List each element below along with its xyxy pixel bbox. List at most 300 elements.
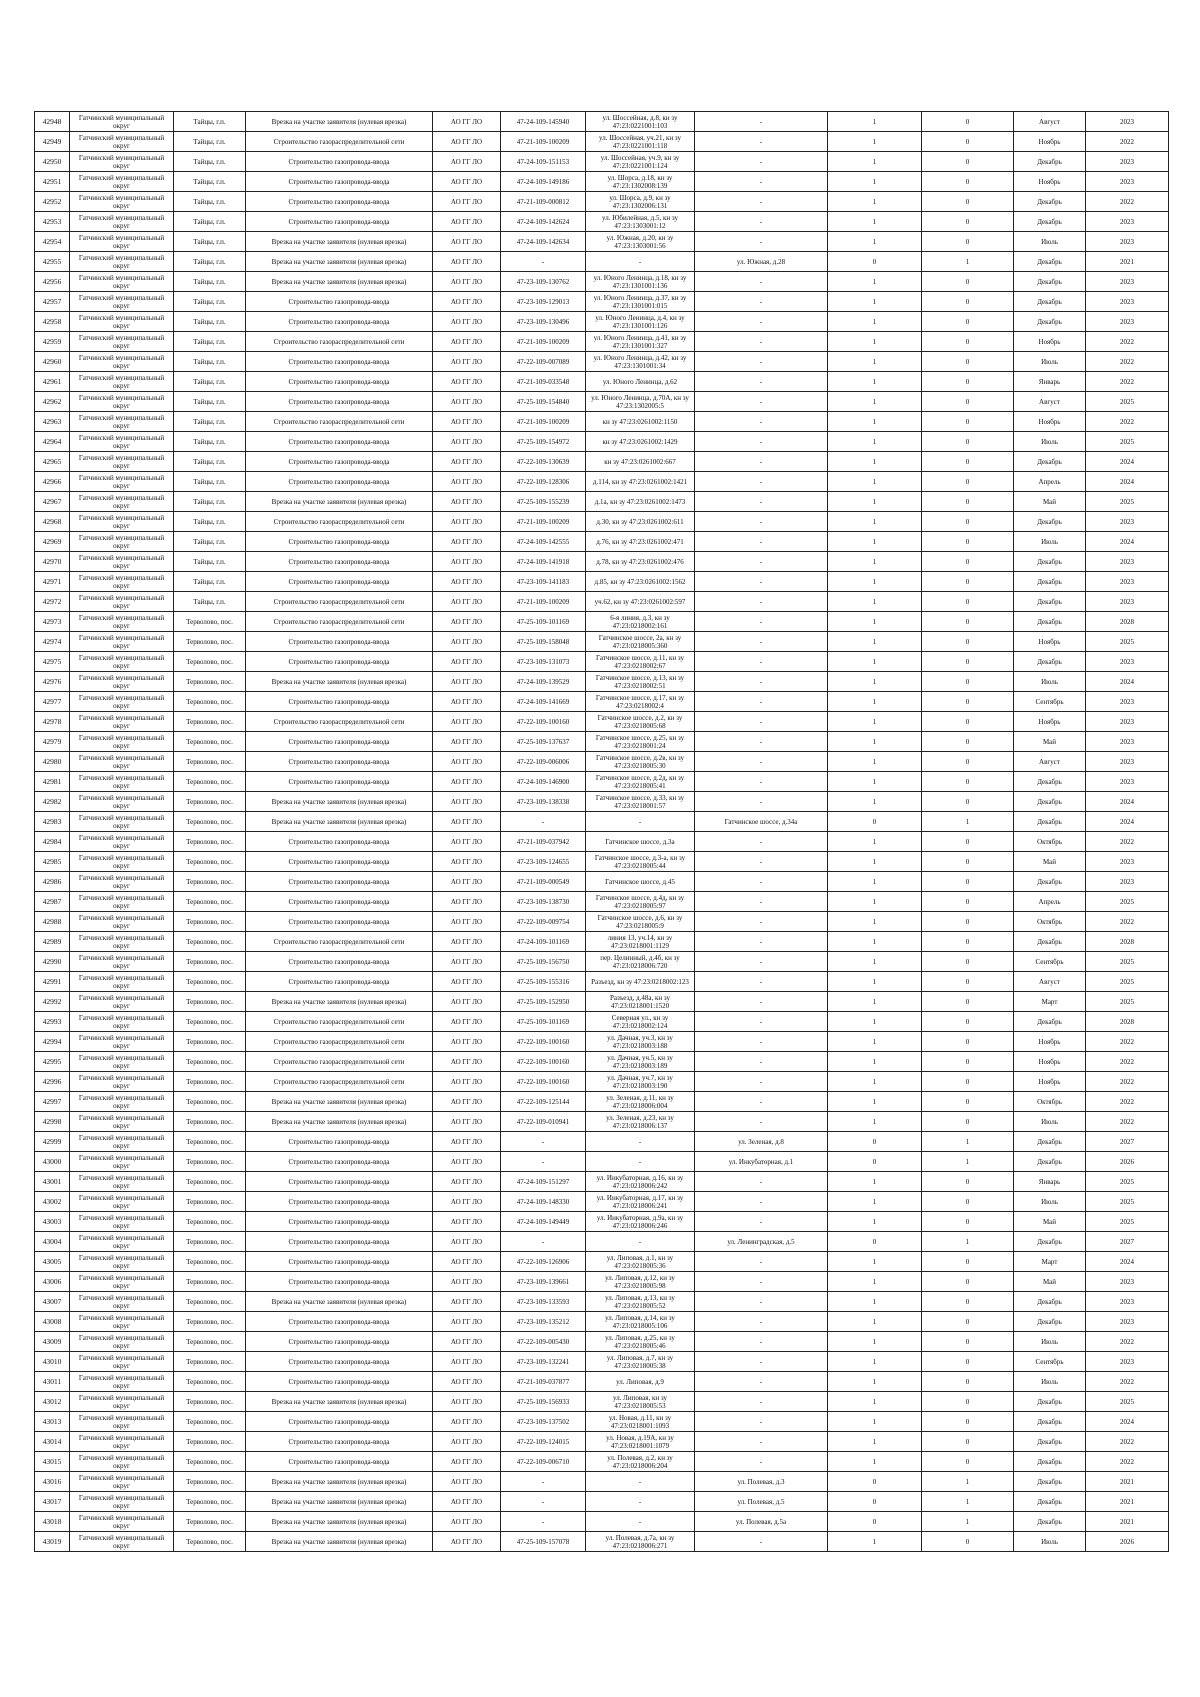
contract-count-cell: 1 — [828, 512, 922, 532]
row-number: 43019 — [35, 1532, 70, 1552]
district-cell: Гатчинский муниципальный округ — [70, 1072, 174, 1092]
contract-count-cell: 1 — [828, 292, 922, 312]
district-cell: Гатчинский муниципальный округ — [70, 432, 174, 452]
contract-number-cell: 47-21-109-000812 — [501, 192, 586, 212]
contract-count-cell: 1 — [828, 632, 922, 652]
plan-count-cell: 1 — [922, 1472, 1014, 1492]
contract-number-cell: 47-22-109-009754 — [501, 912, 586, 932]
row-number: 42985 — [35, 852, 70, 872]
year-cell: 2023 — [1086, 552, 1169, 572]
district-cell: Гатчинский муниципальный округ — [70, 452, 174, 472]
address-cadastral-cell: кн зу 47:23:0261002:1429 — [586, 432, 695, 452]
table-row — [35, 132, 1169, 152]
planned-address-cell: - — [695, 632, 828, 652]
district-cell: Гатчинский муниципальный округ — [70, 392, 174, 412]
work-type-cell: Врезка на участке заявителя (нулевая врезка) — [246, 1532, 433, 1552]
year-cell: 2023 — [1086, 652, 1169, 672]
plan-count-cell: 1 — [922, 1132, 1014, 1152]
year-cell: 2022 — [1086, 1032, 1169, 1052]
work-type-cell: Строительство газопровода-ввода — [246, 532, 433, 552]
month-cell: Ноябрь — [1014, 172, 1086, 192]
work-type-cell: Врезка на участке заявителя (нулевая врезка) — [246, 1112, 433, 1132]
organization-cell: АО ГГ ЛО — [433, 792, 501, 812]
planned-address-cell: - — [695, 852, 828, 872]
contract-number-cell: 47-25-109-154972 — [501, 432, 586, 452]
year-cell: 2023 — [1086, 732, 1169, 752]
row-number: 42976 — [35, 672, 70, 692]
plan-count-cell: 0 — [922, 1452, 1014, 1472]
row-number: 42977 — [35, 692, 70, 712]
table-body — [35, 112, 1169, 1552]
district-cell: Гатчинский муниципальный округ — [70, 312, 174, 332]
plan-count-cell: 0 — [922, 352, 1014, 372]
planned-address-cell: - — [695, 292, 828, 312]
work-type-cell: Строительство газопровода-ввода — [246, 432, 433, 452]
contract-count-cell: 1 — [828, 1532, 922, 1552]
settlement-cell: Терволово, пос. — [174, 872, 246, 892]
settlement-cell: Тайцы, г.п. — [174, 532, 246, 552]
year-cell: 2023 — [1086, 1352, 1169, 1372]
year-cell: 2025 — [1086, 1192, 1169, 1212]
contract-number-cell: 47-24-109-149186 — [501, 172, 586, 192]
planned-address-cell: - — [695, 532, 828, 552]
district-cell: Гатчинский муниципальный округ — [70, 1092, 174, 1112]
settlement-cell: Тайцы, г.п. — [174, 272, 246, 292]
table-row — [35, 1312, 1169, 1332]
contract-number-cell: - — [501, 1232, 586, 1252]
settlement-cell: Терволово, пос. — [174, 1052, 246, 1072]
district-cell: Гатчинский муниципальный округ — [70, 532, 174, 552]
month-cell: Декабрь — [1014, 812, 1086, 832]
month-cell: Ноябрь — [1014, 632, 1086, 652]
district-cell: Гатчинский муниципальный округ — [70, 272, 174, 292]
address-cadastral-cell: - — [586, 1132, 695, 1152]
address-cadastral-cell: ул. Юного Ленинца, д.4, кн зу 47:23:1301001:126 — [586, 312, 695, 332]
contract-count-cell: 0 — [828, 1472, 922, 1492]
contract-number-cell: 47-22-109-006710 — [501, 1452, 586, 1472]
address-cadastral-cell: ул. Липовая, д.14, кн зу 47:23:0218005:106 — [586, 1312, 695, 1332]
month-cell: Июль — [1014, 672, 1086, 692]
month-cell: Декабрь — [1014, 292, 1086, 312]
district-cell: Гатчинский муниципальный округ — [70, 1112, 174, 1132]
work-type-cell: Врезка на участке заявителя (нулевая врезка) — [246, 1492, 433, 1512]
contract-number-cell: 47-24-109-151153 — [501, 152, 586, 172]
month-cell: Ноябрь — [1014, 1072, 1086, 1092]
planned-address-cell: - — [695, 712, 828, 732]
year-cell: 2026 — [1086, 1152, 1169, 1172]
table-row — [35, 152, 1169, 172]
table-row — [35, 1052, 1169, 1072]
district-cell: Гатчинский муниципальный округ — [70, 1032, 174, 1052]
address-cadastral-cell: кн зу 47:23:0261002:667 — [586, 452, 695, 472]
district-cell: Гатчинский муниципальный округ — [70, 212, 174, 232]
planned-address-cell: - — [695, 772, 828, 792]
month-cell: Декабрь — [1014, 452, 1086, 472]
address-cadastral-cell: Гатчинское шоссе, д.33, кн зу 47:23:0218001:57 — [586, 792, 695, 812]
contract-number-cell: 47-23-109-132241 — [501, 1352, 586, 1372]
contract-number-cell: 47-23-109-137502 — [501, 1412, 586, 1432]
contract-count-cell: 1 — [828, 612, 922, 632]
district-cell: Гатчинский муниципальный округ — [70, 652, 174, 672]
contract-number-cell: 47-22-109-100160 — [501, 1052, 586, 1072]
settlement-cell: Терволово, пос. — [174, 912, 246, 932]
address-cadastral-cell: Гатчинское шоссе, д.2в, кн зу 47:23:0218005:30 — [586, 752, 695, 772]
year-cell: 2023 — [1086, 1272, 1169, 1292]
contract-count-cell: 1 — [828, 1052, 922, 1072]
address-cadastral-cell: ул. Шоссейная, уч.21, кн зу 47:23:0221001:118 — [586, 132, 695, 152]
planned-address-cell: - — [695, 1392, 828, 1412]
contract-number-cell: 47-22-109-007089 — [501, 352, 586, 372]
contract-number-cell: 47-22-109-005430 — [501, 1332, 586, 1352]
contract-number-cell: - — [501, 1512, 586, 1532]
settlement-cell: Тайцы, г.п. — [174, 312, 246, 332]
year-cell: 2023 — [1086, 772, 1169, 792]
contract-number-cell: 47-24-109-146900 — [501, 772, 586, 792]
table-row — [35, 1252, 1169, 1272]
address-cadastral-cell: ул. Новая, д.19А, кн зу 47:23:0218001:1079 — [586, 1432, 695, 1452]
settlement-cell: Терволово, пос. — [174, 1032, 246, 1052]
year-cell: 2027 — [1086, 1132, 1169, 1152]
address-cadastral-cell: линия 13, уч.14, кн зу 47:23:0218001:1129 — [586, 932, 695, 952]
year-cell: 2022 — [1086, 832, 1169, 852]
district-cell: Гатчинский муниципальный округ — [70, 752, 174, 772]
work-type-cell: Строительство газораспределительной сети — [246, 132, 433, 152]
row-number: 42995 — [35, 1052, 70, 1072]
settlement-cell: Терволово, пос. — [174, 692, 246, 712]
planned-address-cell: - — [695, 1092, 828, 1112]
year-cell: 2023 — [1086, 312, 1169, 332]
address-cadastral-cell: ул. Дачная, уч.7, кн зу 47:23:0218003:190 — [586, 1072, 695, 1092]
month-cell: Декабрь — [1014, 212, 1086, 232]
month-cell: Декабрь — [1014, 552, 1086, 572]
district-cell: Гатчинский муниципальный округ — [70, 232, 174, 252]
contract-count-cell: 1 — [828, 952, 922, 972]
contract-number-cell: 47-22-109-130639 — [501, 452, 586, 472]
contract-number-cell: 47-24-109-141918 — [501, 552, 586, 572]
month-cell: Апрель — [1014, 472, 1086, 492]
work-type-cell: Строительство газопровода-ввода — [246, 172, 433, 192]
organization-cell: АО ГГ ЛО — [433, 512, 501, 532]
plan-count-cell: 0 — [922, 872, 1014, 892]
planned-address-cell: - — [695, 372, 828, 392]
settlement-cell: Терволово, пос. — [174, 1392, 246, 1412]
settlement-cell: Терволово, пос. — [174, 672, 246, 692]
organization-cell: АО ГГ ЛО — [433, 1212, 501, 1232]
address-cadastral-cell: ул. Липовая, д.7, кн зу 47:23:0218005:38 — [586, 1352, 695, 1372]
organization-cell: АО ГГ ЛО — [433, 692, 501, 712]
contract-count-cell: 1 — [828, 132, 922, 152]
address-cadastral-cell: ул. Полевая, д.2, кн зу 47:23:0218006:204 — [586, 1452, 695, 1472]
plan-count-cell: 0 — [922, 492, 1014, 512]
district-cell: Гатчинский муниципальный округ — [70, 832, 174, 852]
settlement-cell: Терволово, пос. — [174, 1512, 246, 1532]
table-row — [35, 912, 1169, 932]
row-number: 43018 — [35, 1512, 70, 1532]
row-number: 43003 — [35, 1212, 70, 1232]
table-row — [35, 1512, 1169, 1532]
row-number: 42957 — [35, 292, 70, 312]
table-row — [35, 1272, 1169, 1292]
contract-number-cell: 47-23-109-130762 — [501, 272, 586, 292]
contract-count-cell: 1 — [828, 532, 922, 552]
contract-count-cell: 1 — [828, 212, 922, 232]
work-type-cell: Строительство газопровода-ввода — [246, 392, 433, 412]
address-cadastral-cell: Гатчинское шоссе, д.6, кн зу 47:23:0218005:9 — [586, 912, 695, 932]
plan-count-cell: 0 — [922, 172, 1014, 192]
district-cell: Гатчинский муниципальный округ — [70, 912, 174, 932]
table-row — [35, 792, 1169, 812]
table-row — [35, 612, 1169, 632]
planned-address-cell: - — [695, 1332, 828, 1352]
settlement-cell: Терволово, пос. — [174, 852, 246, 872]
plan-count-cell: 0 — [922, 1352, 1014, 1372]
planned-address-cell: - — [695, 992, 828, 1012]
row-number: 42954 — [35, 232, 70, 252]
row-number: 42958 — [35, 312, 70, 332]
contract-number-cell: 47-22-109-100160 — [501, 1072, 586, 1092]
planned-address-cell: - — [695, 832, 828, 852]
district-cell: Гатчинский муниципальный округ — [70, 892, 174, 912]
plan-count-cell: 0 — [922, 712, 1014, 732]
contract-count-cell: 1 — [828, 392, 922, 412]
settlement-cell: Тайцы, г.п. — [174, 192, 246, 212]
year-cell: 2023 — [1086, 712, 1169, 732]
work-type-cell: Строительство газораспределительной сети — [246, 1072, 433, 1092]
district-cell: Гатчинский муниципальный округ — [70, 672, 174, 692]
work-type-cell: Строительство газопровода-ввода — [246, 752, 433, 772]
year-cell: 2023 — [1086, 172, 1169, 192]
table-row — [35, 892, 1169, 912]
table-row — [35, 1232, 1169, 1252]
work-type-cell: Строительство газопровода-ввода — [246, 1332, 433, 1352]
work-type-cell: Строительство газопровода-ввода — [246, 1412, 433, 1432]
organization-cell: АО ГГ ЛО — [433, 1532, 501, 1552]
plan-count-cell: 0 — [922, 192, 1014, 212]
district-cell: Гатчинский муниципальный округ — [70, 1472, 174, 1492]
month-cell: Июль — [1014, 532, 1086, 552]
year-cell: 2024 — [1086, 472, 1169, 492]
district-cell: Гатчинский муниципальный округ — [70, 512, 174, 532]
month-cell: Июль — [1014, 1192, 1086, 1212]
settlement-cell: Терволово, пос. — [174, 992, 246, 1012]
district-cell: Гатчинский муниципальный округ — [70, 712, 174, 732]
row-number: 42964 — [35, 432, 70, 452]
contract-count-cell: 0 — [828, 1492, 922, 1512]
contract-count-cell: 1 — [828, 792, 922, 812]
row-number: 42971 — [35, 572, 70, 592]
planned-address-cell: ул. Полевая, д.3 — [695, 1472, 828, 1492]
address-cadastral-cell: Северная ул., кн зу 47:23:0218002:124 — [586, 1012, 695, 1032]
contract-count-cell: 1 — [828, 112, 922, 132]
work-type-cell: Строительство газопровода-ввода — [246, 1132, 433, 1152]
row-number: 42975 — [35, 652, 70, 672]
month-cell: Ноябрь — [1014, 412, 1086, 432]
month-cell: Декабрь — [1014, 192, 1086, 212]
address-cadastral-cell: д.30, кн зу 47:23:0261002:611 — [586, 512, 695, 532]
district-cell: Гатчинский муниципальный округ — [70, 1172, 174, 1192]
row-number: 42991 — [35, 972, 70, 992]
work-type-cell: Врезка на участке заявителя (нулевая врезка) — [246, 672, 433, 692]
planned-address-cell: - — [695, 1112, 828, 1132]
row-number: 42993 — [35, 1012, 70, 1032]
plan-count-cell: 0 — [922, 1412, 1014, 1432]
plan-count-cell: 0 — [922, 732, 1014, 752]
plan-count-cell: 0 — [922, 552, 1014, 572]
row-number: 43006 — [35, 1272, 70, 1292]
settlement-cell: Терволово, пос. — [174, 1432, 246, 1452]
work-type-cell: Строительство газопровода-ввода — [246, 772, 433, 792]
month-cell: Июль — [1014, 1332, 1086, 1352]
plan-count-cell: 0 — [922, 832, 1014, 852]
address-cadastral-cell: ул. Инкубаторная, д.9а, кн зу 47:23:0218006:246 — [586, 1212, 695, 1232]
address-cadastral-cell: д.78, кн зу 47:23:0261002:476 — [586, 552, 695, 572]
year-cell: 2027 — [1086, 1232, 1169, 1252]
year-cell: 2024 — [1086, 452, 1169, 472]
contract-number-cell: 47-25-109-101169 — [501, 1012, 586, 1032]
contract-count-cell: 1 — [828, 732, 922, 752]
planned-address-cell: - — [695, 972, 828, 992]
settlement-cell: Терволово, пос. — [174, 1312, 246, 1332]
contract-count-cell: 1 — [828, 172, 922, 192]
settlement-cell: Тайцы, г.п. — [174, 332, 246, 352]
plan-count-cell: 0 — [922, 312, 1014, 332]
contract-number-cell: 47-24-109-145940 — [501, 112, 586, 132]
planned-address-cell: - — [695, 332, 828, 352]
settlement-cell: Терволово, пос. — [174, 652, 246, 672]
settlement-cell: Тайцы, г.п. — [174, 512, 246, 532]
month-cell: Май — [1014, 492, 1086, 512]
settlement-cell: Тайцы, г.п. — [174, 552, 246, 572]
plan-count-cell: 0 — [922, 772, 1014, 792]
month-cell: Декабрь — [1014, 1312, 1086, 1332]
year-cell: 2022 — [1086, 1092, 1169, 1112]
year-cell: 2025 — [1086, 952, 1169, 972]
organization-cell: АО ГГ ЛО — [433, 412, 501, 432]
contract-number-cell: 47-23-109-130496 — [501, 312, 586, 332]
contract-number-cell: 47-24-109-139529 — [501, 672, 586, 692]
address-cadastral-cell: Гатчинское шоссе, д.13, кн зу 47:23:0218002:51 — [586, 672, 695, 692]
month-cell: Ноябрь — [1014, 132, 1086, 152]
address-cadastral-cell: ул. Юного Ленинца, д.62 — [586, 372, 695, 392]
row-number: 42949 — [35, 132, 70, 152]
settlement-cell: Терволово, пос. — [174, 1472, 246, 1492]
organization-cell: АО ГГ ЛО — [433, 632, 501, 652]
district-cell: Гатчинский муниципальный округ — [70, 1232, 174, 1252]
row-number: 43004 — [35, 1232, 70, 1252]
organization-cell: АО ГГ ЛО — [433, 552, 501, 572]
contract-number-cell: 47-23-109-138730 — [501, 892, 586, 912]
contract-number-cell: 47-24-109-148330 — [501, 1192, 586, 1212]
table-row — [35, 1092, 1169, 1112]
address-cadastral-cell: ул. Дачная, уч.3, кн зу 47:23:0218003:188 — [586, 1032, 695, 1052]
district-cell: Гатчинский муниципальный округ — [70, 332, 174, 352]
plan-count-cell: 0 — [922, 332, 1014, 352]
table-row — [35, 412, 1169, 432]
planned-address-cell: - — [695, 1372, 828, 1392]
contract-number-cell: 47-23-109-138338 — [501, 792, 586, 812]
row-number: 42992 — [35, 992, 70, 1012]
organization-cell: АО ГГ ЛО — [433, 352, 501, 372]
plan-count-cell: 1 — [922, 1512, 1014, 1532]
month-cell: Март — [1014, 1252, 1086, 1272]
planned-address-cell: - — [695, 1212, 828, 1232]
planned-address-cell: - — [695, 412, 828, 432]
work-type-cell: Врезка на участке заявителя (нулевая врезка) — [246, 1472, 433, 1492]
table-row — [35, 1472, 1169, 1492]
settlement-cell: Терволово, пос. — [174, 1412, 246, 1432]
table-row — [35, 572, 1169, 592]
work-type-cell: Строительство газопровода-ввода — [246, 912, 433, 932]
contract-number-cell: 47-25-109-158048 — [501, 632, 586, 652]
settlement-cell: Терволово, пос. — [174, 832, 246, 852]
table-row — [35, 1032, 1169, 1052]
table-row — [35, 1352, 1169, 1372]
plan-count-cell: 0 — [922, 992, 1014, 1012]
planned-address-cell: - — [695, 1432, 828, 1452]
planned-address-cell: ул. Зеленая, д.8 — [695, 1132, 828, 1152]
contract-count-cell: 1 — [828, 372, 922, 392]
organization-cell: АО ГГ ЛО — [433, 1032, 501, 1052]
plan-count-cell: 0 — [922, 232, 1014, 252]
district-cell: Гатчинский муниципальный округ — [70, 1052, 174, 1072]
plan-count-cell: 0 — [922, 1312, 1014, 1332]
planned-address-cell: - — [695, 572, 828, 592]
table-row — [35, 1432, 1169, 1452]
year-cell: 2025 — [1086, 432, 1169, 452]
address-cadastral-cell: ул. Липовая, д.13, кн зу 47:23:0218005:52 — [586, 1292, 695, 1312]
work-type-cell: Строительство газораспределительной сети — [246, 1052, 433, 1072]
work-type-cell: Строительство газопровода-ввода — [246, 1172, 433, 1192]
month-cell: Май — [1014, 1212, 1086, 1232]
planned-address-cell: - — [695, 492, 828, 512]
year-cell: 2022 — [1086, 372, 1169, 392]
address-cadastral-cell: ул. Юбилейная, д.5, кн зу 47:23:1303001:12 — [586, 212, 695, 232]
planned-address-cell: ул. Инкубаторная, д.1 — [695, 1152, 828, 1172]
district-cell: Гатчинский муниципальный округ — [70, 292, 174, 312]
work-type-cell: Строительство газопровода-ввода — [246, 1212, 433, 1232]
work-type-cell: Строительство газопровода-ввода — [246, 212, 433, 232]
month-cell: Декабрь — [1014, 1452, 1086, 1472]
contract-count-cell: 0 — [828, 1152, 922, 1172]
table-row — [35, 1152, 1169, 1172]
address-cadastral-cell: пер. Целинный, д.4б, кн зу 47:23:0218006:720 — [586, 952, 695, 972]
contract-count-cell: 1 — [828, 192, 922, 212]
address-cadastral-cell: ул. Дачная, уч.5, кн зу 47:23:0218003:189 — [586, 1052, 695, 1072]
work-type-cell: Врезка на участке заявителя (нулевая врезка) — [246, 252, 433, 272]
district-cell: Гатчинский муниципальный округ — [70, 372, 174, 392]
row-number: 42962 — [35, 392, 70, 412]
organization-cell: АО ГГ ЛО — [433, 1192, 501, 1212]
table-row — [35, 272, 1169, 292]
organization-cell: АО ГГ ЛО — [433, 852, 501, 872]
row-number: 42950 — [35, 152, 70, 172]
row-number: 42955 — [35, 252, 70, 272]
year-cell: 2024 — [1086, 812, 1169, 832]
work-type-cell: Врезка на участке заявителя (нулевая врезка) — [246, 272, 433, 292]
work-type-cell: Врезка на участке заявителя (нулевая врезка) — [246, 112, 433, 132]
month-cell: Декабрь — [1014, 312, 1086, 332]
work-type-cell: Строительство газопровода-ввода — [246, 872, 433, 892]
district-cell: Гатчинский муниципальный округ — [70, 1012, 174, 1032]
row-number: 42951 — [35, 172, 70, 192]
planned-address-cell: - — [695, 1252, 828, 1272]
contract-count-cell: 1 — [828, 1432, 922, 1452]
organization-cell: АО ГГ ЛО — [433, 472, 501, 492]
year-cell: 2024 — [1086, 1252, 1169, 1272]
planned-address-cell: - — [695, 1272, 828, 1292]
plan-count-cell: 1 — [922, 252, 1014, 272]
row-number: 42998 — [35, 1112, 70, 1132]
